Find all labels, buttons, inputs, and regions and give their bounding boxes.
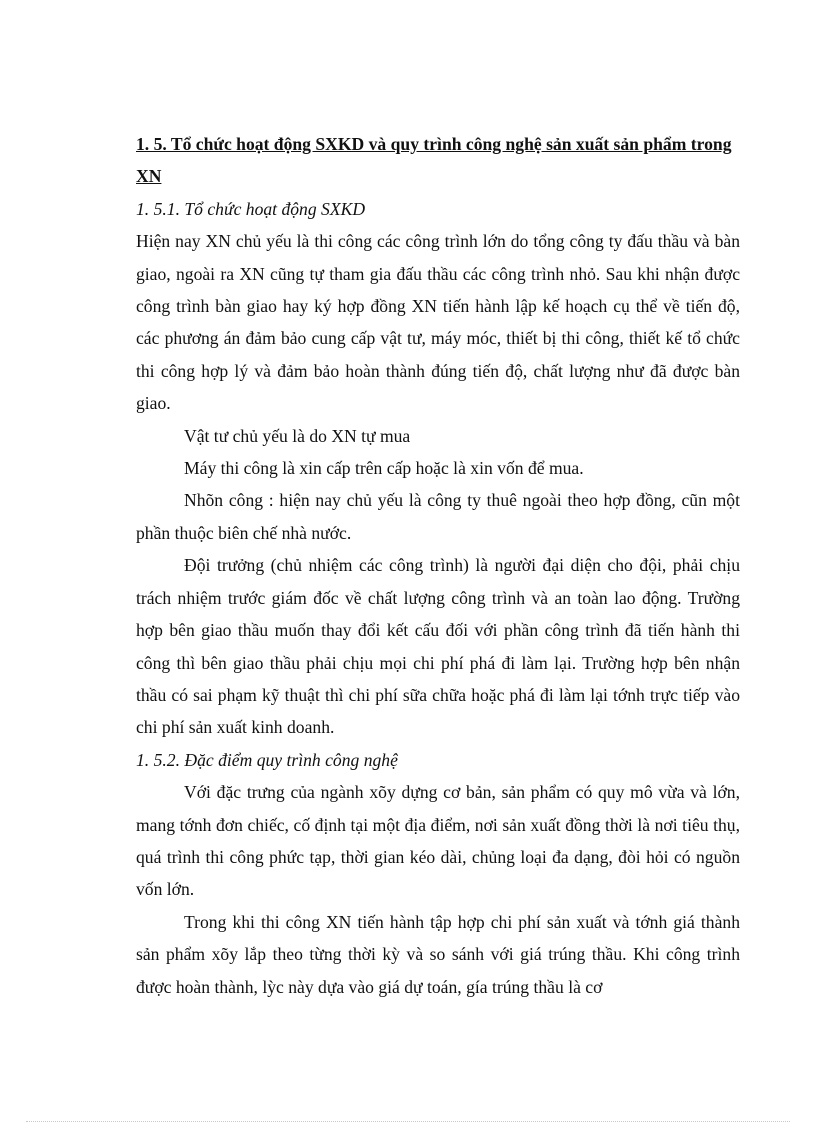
paragraph-overview: Hiện nay XN chủ yếu là thi công các công trình lớn do tổng công ty đấu thầu và bàn giao, ngoài ra XN cũng tự tham gia đấu thầu các công trình nhỏ. Sau khi nhận được công trình bàn giao hay ký hợp đồng XN tiến hành lập kế hoạch cụ thể về tiến độ, các phương án đảm bảo cung cấp vật tư, máy móc, thiết bị thi công, thiết kế tổ chức thi công hợp lý và đảm bảo hoàn thành đúng tiến độ, chất lượng như đã được bàn giao. <box>136 231 740 414</box>
paragraph-team-leader: Đội trưởng (chủ nhiệm các công trình) là người đại diện cho đội, phải chịu trách nhiệm trước giám đốc về chất lượng công trình và an toàn lao động. Trường hợp bên giao thầu muốn thay đổi kết cấu đối với phần công trình đã tiến hành thi công thì bên giao thầu phải chịu mọi chi phí phá đi làm lại. Trường hợp bên nhận thầu có sai phạm kỹ thuật thì chi phí sữa chữa hoặc phá đi làm lại tớnh trực tiếp vào chi phí sản xuất kinh doanh. <box>136 555 740 738</box>
paragraph-machinery: Máy thi công là xin cấp trên cấp hoặc là xin vốn để mua. <box>184 458 584 479</box>
paragraph-industry-characteristics: Với đặc trưng của ngành xõy dựng cơ bản, sản phẩm có quy mô vừa và lớn, mang tớnh đơn chiếc, cố định tại một địa điểm, nơi sản xuất đồng thời là nơi tiêu thụ, quá trình thi công phức tạp, thời gian kéo dài, chủng loại đa dạng, đòi hỏi có nguồn vốn lớn. <box>136 782 740 900</box>
section-heading: 1. 5. Tổ chức hoạt động SXKD và quy trình công nghệ sản xuất sản phẩm trong XN <box>136 134 732 187</box>
page-bottom-divider <box>26 1121 790 1122</box>
document-page <box>136 124 740 1003</box>
subsection-title-process: 1. 5.2. Đặc điểm quy trình công nghệ <box>136 749 398 770</box>
paragraph-labor: Nhõn công : hiện nay chủ yếu là công ty thuê ngoài theo hợp đồng, cũn một phần thuộc biên chế nhà nước. <box>136 490 740 543</box>
paragraph-materials: Vật tư chủ yếu là do XN tự mua <box>184 425 411 446</box>
paragraph-cost-accounting: Trong khi thi công XN tiến hành tập hợp chi phí sản xuất và tớnh giá thành sản phẩm xõy lắp theo từng thời kỳ và so sánh với giá trúng thầu. Khi công trình được hoàn thành, lỳc này dựa vào giá dự toán, gía trúng thầu là cơ <box>136 911 740 997</box>
subsection-title-organization: 1. 5.1. Tổ chức hoạt động SXKD <box>136 198 366 219</box>
